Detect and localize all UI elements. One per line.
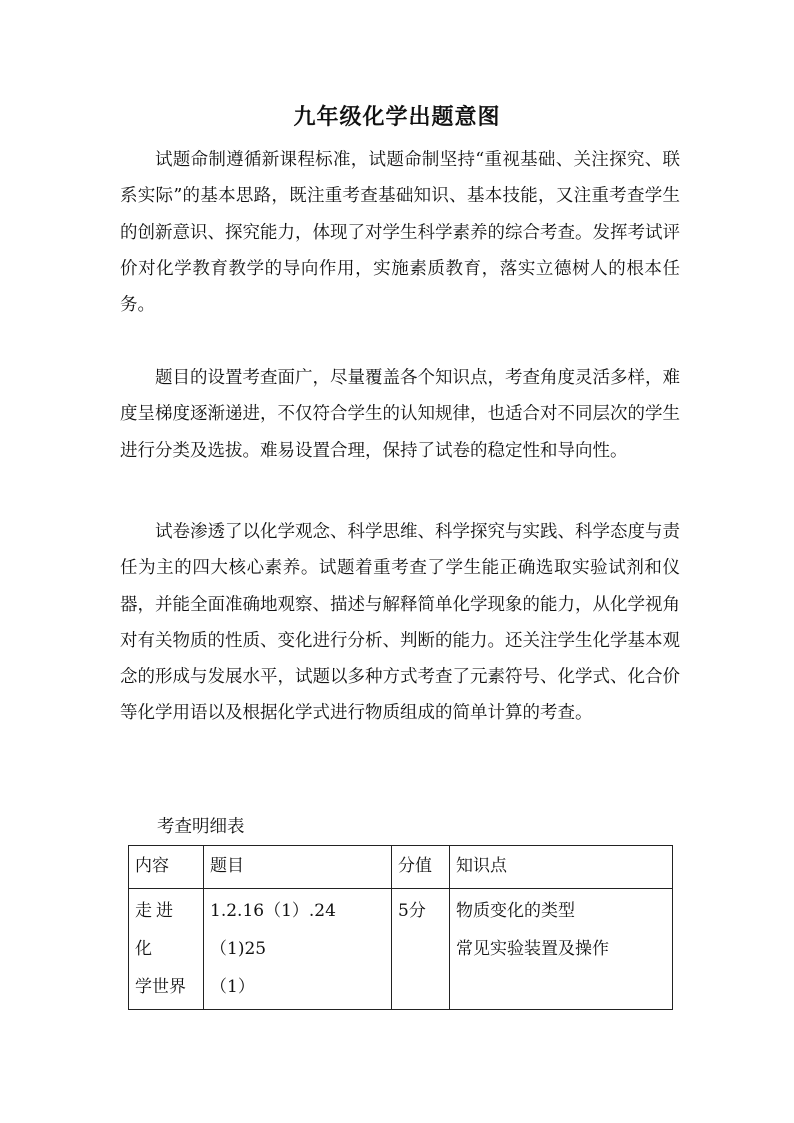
- cell-question-line: 1.2.16（1）.24（1)25: [210, 901, 336, 959]
- table-header-row: [129, 846, 673, 889]
- header-score: 分值: [392, 846, 450, 889]
- cell-content: [129, 889, 204, 1010]
- cell-knowledge-line: 物质变化的类型: [456, 901, 575, 921]
- document-title: 九年级化学出题意图: [293, 104, 501, 130]
- cell-question: [204, 889, 392, 1010]
- cell-knowledge: [450, 889, 673, 1010]
- cell-knowledge-line: 常见实验装置及操作: [456, 939, 609, 959]
- table-row: [129, 889, 673, 1010]
- header-question: 题目: [204, 846, 392, 889]
- table-caption: 考查明细表: [157, 817, 245, 837]
- cell-content-line: 走进化: [135, 901, 177, 959]
- exam-detail-table: [128, 845, 673, 1010]
- cell-score: 5分: [392, 889, 450, 1010]
- header-content: 内容: [129, 846, 204, 889]
- header-knowledge: 知识点: [450, 846, 673, 889]
- intro-paragraph: 试题命制遵循新课程标准，试题命制坚持“重视基础、关注探究、联系实际”的基本思路，既注重考查基础知识、基本技能，又注重考查学生的创新意识、探究能力，体现了对学生科学素养的综合考查。发挥考试评价对化学教育教学的导向作用，实施素质教育，落实立德树人的根本任务。: [120, 150, 680, 316]
- coverage-paragraph: 题目的设置考查面广，尽量覆盖各个知识点，考查角度灵活多样，难度呈梯度逐渐递进，不仅符合学生的认知规律，也适合对不同层次的学生进行分类及选拔。难易设置合理，保持了试卷的稳定性和导向性。: [120, 368, 680, 461]
- cell-question-line: （1）: [210, 977, 255, 997]
- cell-content-line: 学世界: [135, 977, 186, 997]
- literacy-paragraph: 试卷渗透了以化学观念、科学思维、科学探究与实践、科学态度与责任为主的四大核心素养。试题着重考查了学生能正确选取实验试剂和仪器，并能全面准确地观察、描述与解释简单化学现象的能力，从化学视角对有关物质的性质、变化进行分析、判断的能力。还关注学生化学基本观念的形成与发展水平，试题以多种方式考查了元素符号、化学式、化合价等化学用语以及根据化学式进行物质组成的简单计算的考查。: [120, 522, 680, 724]
